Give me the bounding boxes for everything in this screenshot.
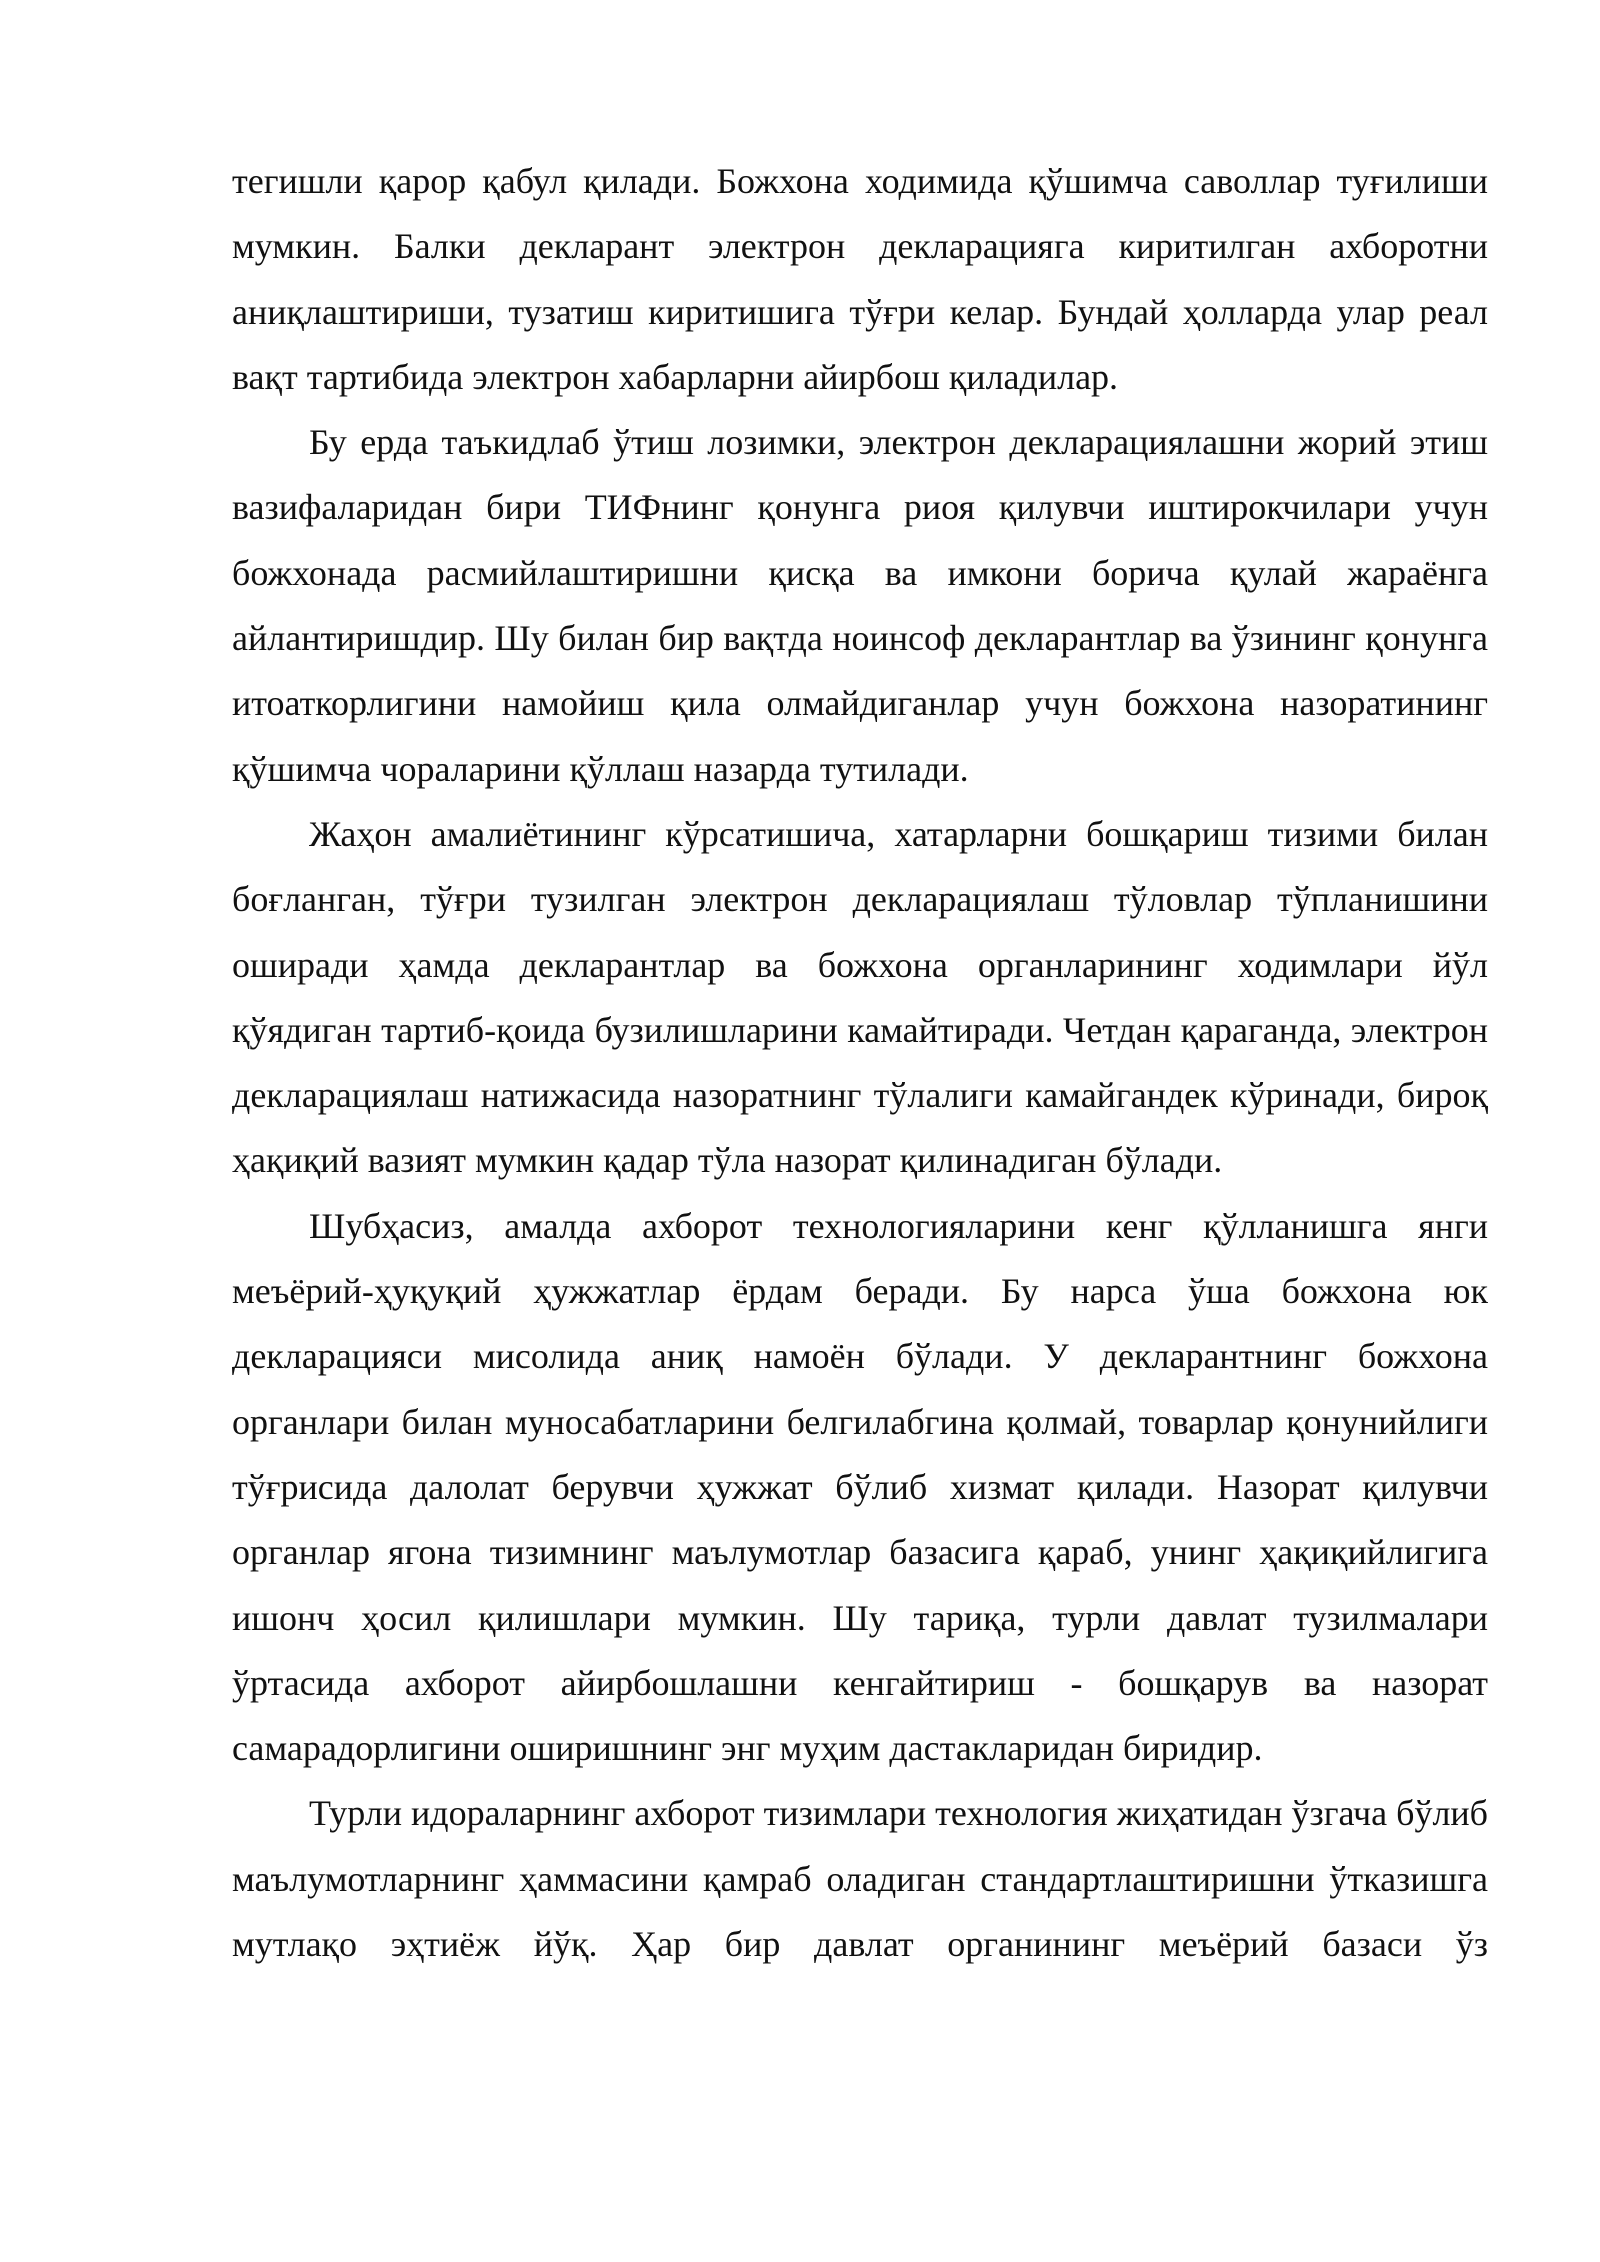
paragraph-5: Турли идораларнинг ахборот тизимлари технология жиҳатидан ўзгача бўлиб маълумотларнинг ҳаммасини қамраб оладиган стандартлаштиришни ўтказишга мутлақо эҳтиёж йўқ. Ҳар бир давлат органининг меъёрий базаси ўз — [232, 1793, 1488, 1965]
paragraph-1: тегишли қарор қабул қилади. Божхона ходимида қўшимча саволлар туғилиши мумкин. Балки декларант электрон декларацияга киритилган ахборотни аниқлаштириши, тузатиш киритишига тўғри келар. Бундай ҳолларда улар реал вақт тартибида электрон хабарларни айирбош қиладилар. — [232, 161, 1488, 397]
paragraph-3: Жаҳон амалиётининг кўрсатишича, хатарларни бошқариш тизими билан боғланган, тўғри тузилган электрон декларациялаш тўловлар тўпланишини оширади ҳамда декларантлар ва божхона органларининг ходимлари йўл қўядиган тартиб-қоида бузилишларини камайтиради. Четдан қараганда, электрон декларациялаш натижасида назоратнинг тўлалиги камайгандек кўринади, бироқ ҳақиқий вазият мумкин қадар тўла назорат қилинадиган бўлади. — [232, 813, 1488, 1181]
paragraph-4: Шубҳасиз, амалда ахборот технологияларини кенг қўлланишга янги меъёрий-ҳуқуқий ҳужжатлар ёрдам беради. Бу нарса ўша божхона юк декларацияси мисолида аниқ намоён бўлади. У декларантнинг божхона органлари билан муносабатларини белгилабгина қолмай, товарлар қонунийлиги тўғрисида далолат берувчи ҳужжат бўлиб хизмат қилади. Назорат қилувчи органлар ягона тизимнинг маълумотлар базасига қараб, унинг ҳақиқийлигига ишонч ҳосил қилишлари мумкин. Шу тариқа, турли давлат тузилмалари ўртасида ахборот айирбошлашни кенгайтириш - бошқарув ва назорат самарадорлигини оширишнинг энг муҳим дастакларидан биридир. — [232, 1205, 1488, 1769]
paragraph-2: Бу ерда таъкидлаб ўтиш лозимки, электрон декларациялашни жорий этиш вазифаларидан бири ТИФнинг қонунга риоя қилувчи иштирокчилари учун божхонада расмийлаштиришни қисқа ва имкони борича қулай жараёнга айлантиришдир. Шу билан бир вақтда ноинсоф декларантлар ва ўзининг қонунга итоаткорлигини намойиш қила олмайдиганлар учун божхона назоратининг қўшимча чораларини қўллаш назарда тутилади. — [232, 422, 1488, 789]
